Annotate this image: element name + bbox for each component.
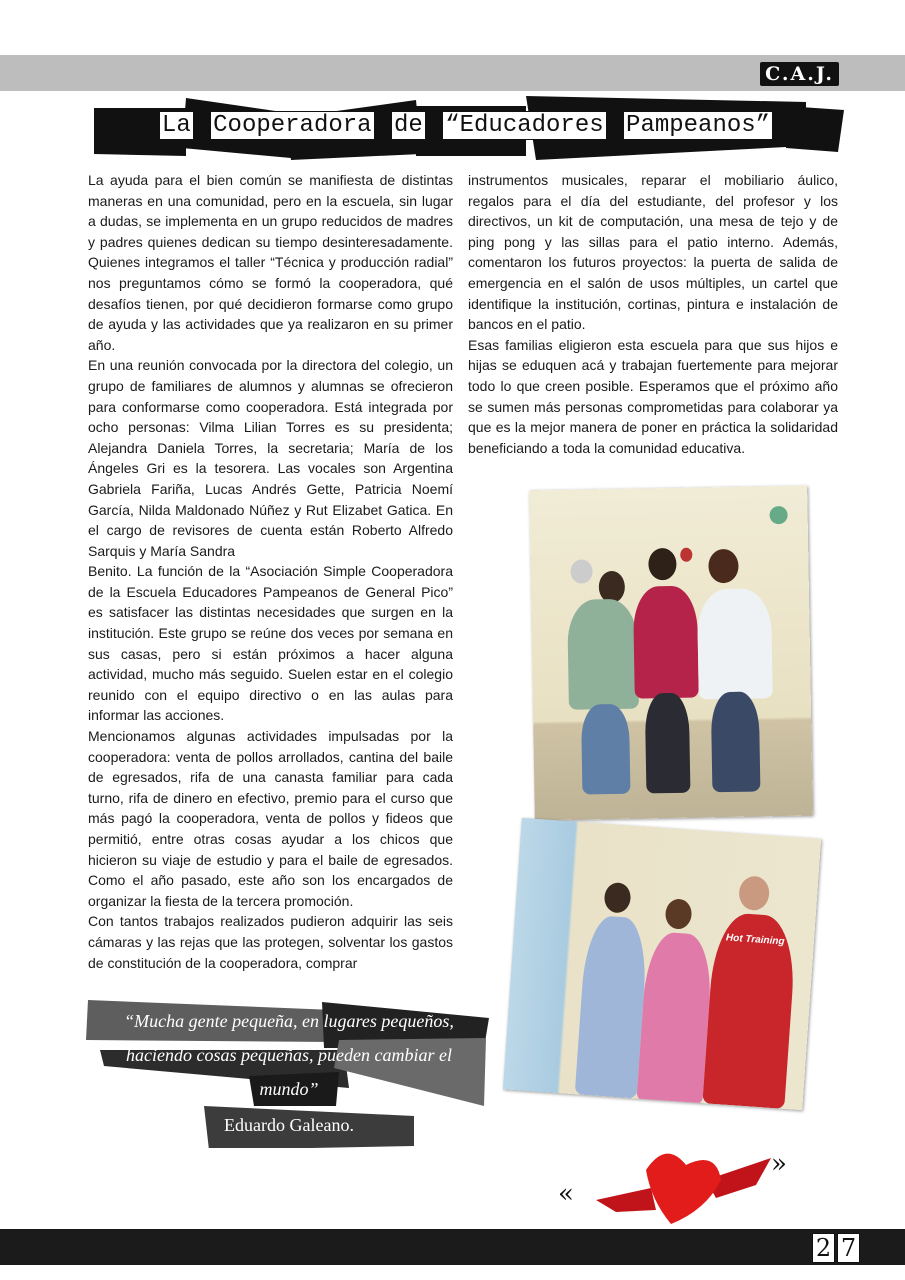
winged-heart-icon [556,1140,806,1225]
title-word: Cooperadora [210,111,374,140]
shirt-text: Hot Training [725,932,785,948]
paragraph: Con tantos trabajos realizados pudieron adquirir las seis cámaras y las rejas que las protegen, solventar los gastos de constitución de la cooperadora, comprar [88,913,453,971]
title-word: Pampeanos” [623,111,773,140]
paragraph: La ayuda para el bien común se manifiesta de distintas maneras en una comunidad, pero en la escuela, sin lugar a dudas, se implementa en un grupo reducidos de madres y padres quienes dedican su tiempo desinteresadamente. Quienes integramos el taller “Técnica y producción radial” nos preguntamos cómo se formó la cooperadora, qué desafíos tienen, por qué decidieron formarse como grupo de ayuda y las actividades que ya realizaron en su primer año. [88,172,453,353]
title-word: “Educadores [442,111,606,140]
page-number [812,1233,860,1263]
paragraph: Mencionamos algunas actividades impulsadas por la cooperadora: venta de pollos arrollados, cantina del baile de egresados, rifa de una canasta familiar para cada turno, rifa de dinero en efectivo, premio para el curso que más pagó la cooperadora, venta de pollos y fideos que permitió, entre otras cosas ayudar a los chicos que hicieron su viaje de estudio y para el baile de egresados. Como el año pasado, este año son los encargados de organizar la fiesta de la tercera promoción. [88,728,453,909]
section-label: C.A.J. [760,62,839,86]
pull-quote [84,988,494,1148]
title-word: de [391,111,426,140]
quote-author: Eduardo Galeano. [224,1115,354,1135]
title-word: La [159,111,194,140]
quote-line: “Mucha gente pequeña, en lugares pequeños, [124,1011,454,1031]
photo-three-women [529,486,813,821]
paragraph: Benito. La función de la “Asociación Simple Cooperadora de la Escuela Educadores Pampeanos de General Pico” es satisfacer las distintas necesidades que surgen en la institución. Este grupo se reúne dos veces por semana en sus casas, pero si están próximos a hacer alguna actividad, mucho más seguido. Suelen estar en el colegio reunido con el equipo directivo o en las aulas para informar las acciones. [88,563,453,724]
svg-text:«: « [558,1179,574,1209]
page-digit: 7 [837,1233,860,1263]
footer-bar [0,1229,905,1265]
quote-line: mundo” [259,1079,319,1099]
article-title [86,96,846,160]
page-digit: 2 [812,1233,835,1263]
paragraph: En una reunión convocada por la directora del colegio, un grupo de familiares de alumnos y alumnas se ofrecieron para conformarse como cooperadora. Está integrada por ocho personas: Vilma Lilian Torres es su presidenta; Alejandra Daniela Torres, la secretaria; María de los Ángeles Gri es la tesorera. Las vocales son Argentina Gabriela Fariña, Lucas Andrés Gette, Patricia Noemí García, Nilda Maldonado Núñez y Rut Elizabet Gatica. En el cargo de revisores de cuenta están Roberto Alfredo Sarquis y María Sandra [88,357,453,559]
svg-text:»: » [771,1149,787,1179]
photo-two-women-one-man [503,818,821,1110]
paragraph: Esas familias eligieron esta escuela para que sus hijos e hijas se eduquen acá y trabajan fuertemente para mejorar todo lo que creen posible. Esperamos que el próximo año se sumen más personas comprometidas para colaborar ya que es la mejor manera de poner en práctica la solidaridad beneficiando a toda la comunidad educativa. [468,336,838,456]
paragraph: instrumentos musicales, reparar el mobiliario áulico, regalos para el día del estudiante, del profesor y los directivos, un kit de computación, una mesa de tejo y de ping pong y las sillas para el patio interno. Además, comentaron los futuros proyectos: la puerta de salida de emergencia en el salón de usos múltiples, un cartel que identifique la institución, cortinas, pintura e instalación de bancos en el patio. [468,172,838,333]
article-column-right [468,170,838,458]
quote-line: haciendo cosas pequeñas, pueden cambiar el [126,1045,452,1065]
article-column-left [88,170,453,973]
